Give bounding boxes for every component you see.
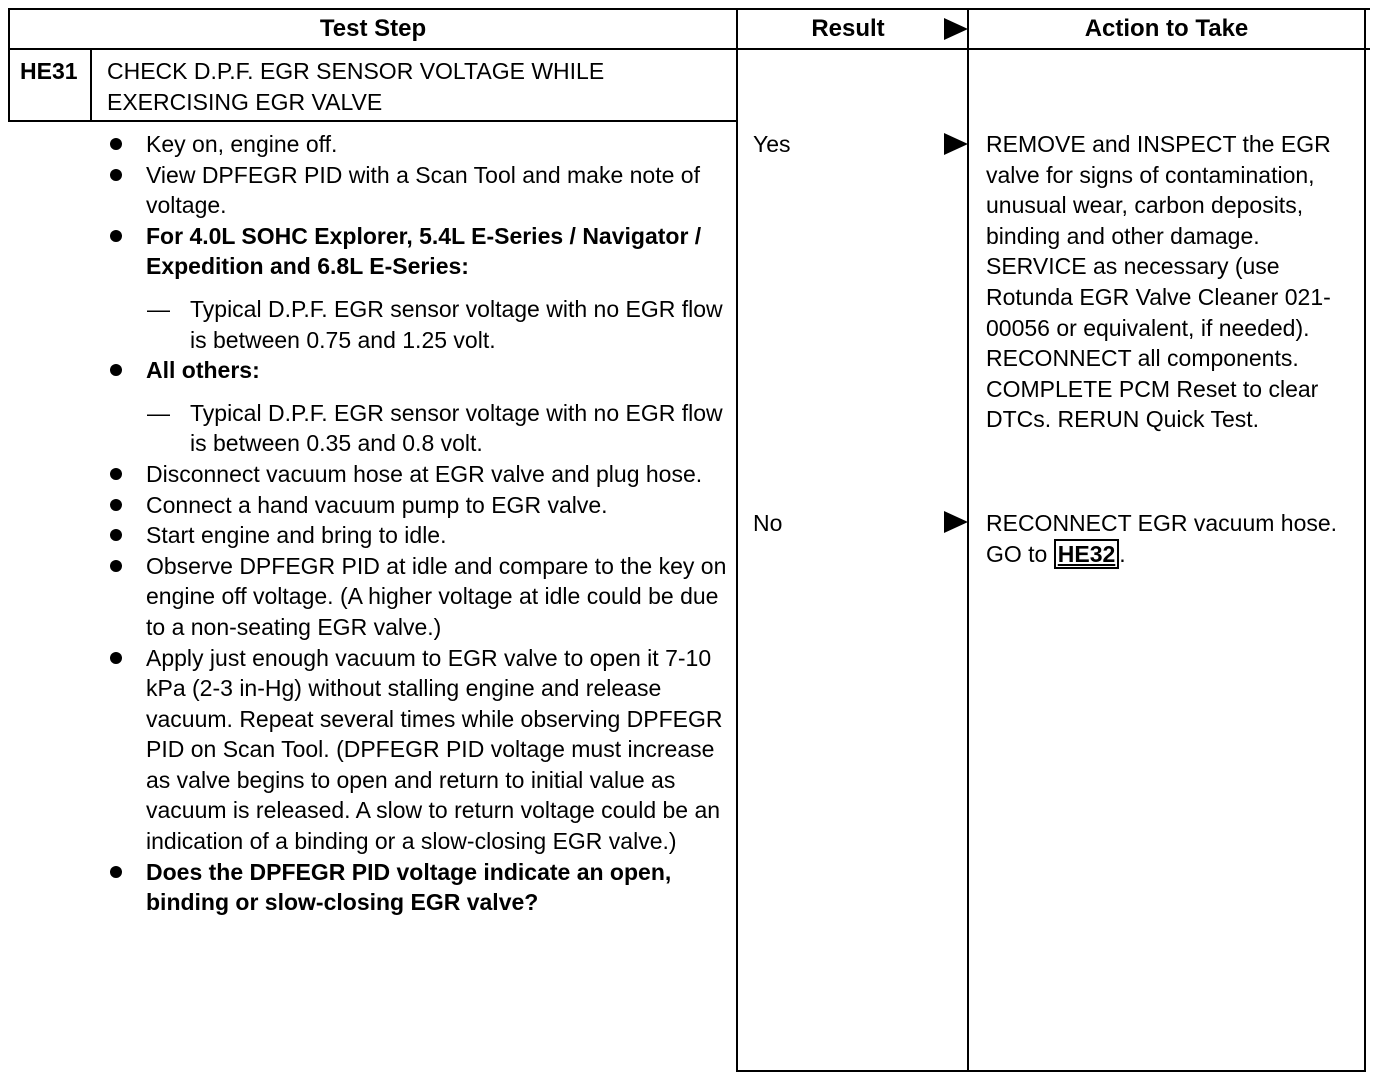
action-no: RECONNECT EGR vacuum hose. GO to HE32 . — [986, 510, 1338, 567]
bullet-icon — [110, 230, 122, 242]
list-item: Key on, engine off. — [100, 129, 730, 160]
list-item: Connect a hand vacuum pump to EGR valve. — [100, 490, 730, 521]
dash-icon: — — [147, 399, 170, 426]
header-result: Result — [811, 15, 885, 42]
step-id: HE31 — [20, 58, 78, 84]
step-id-divider — [90, 48, 92, 122]
bullet-icon — [110, 499, 122, 511]
header-bottom-rule — [8, 48, 1370, 50]
table-right-border — [1364, 8, 1366, 1072]
bullet-icon — [110, 560, 122, 572]
list-subitem: — Typical D.P.F. EGR sensor voltage with no EGR flow is between 0.75 and 1.25 volt. — [147, 295, 723, 353]
bullet-icon — [110, 169, 122, 181]
header-test-step: Test Step — [319, 15, 427, 42]
column-divider-test-step — [736, 8, 738, 1072]
bullet-icon — [110, 529, 122, 541]
list-item: Start engine and bring to idle. — [100, 520, 730, 551]
step-reference-link[interactable]: HE32 — [1054, 539, 1120, 569]
header-action: Action to Take — [1084, 15, 1249, 42]
step-title — [107, 56, 604, 118]
list-item: For 4.0L SOHC Explorer, 5.4L E-Series / Navigator / Expedition and 6.8L E-Series: — [100, 221, 730, 282]
bullet-icon — [110, 138, 122, 150]
result-yes: Yes — [753, 131, 791, 157]
list-item: All others: — [100, 355, 730, 386]
list-item: View DPFEGR PID with a Scan Tool and make note of voltage. — [100, 160, 730, 221]
step-title-line1: CHECK D.P.F. EGR SENSOR VOLTAGE WHILE — [107, 58, 605, 84]
list-subitem: — Typical D.P.F. EGR sensor voltage with no EGR flow is between 0.35 and 0.8 volt. — [147, 399, 723, 457]
dash-icon: — — [147, 295, 170, 322]
header-arrow-icon — [944, 18, 968, 40]
column-divider-result — [967, 8, 969, 1072]
list-item: Does the DPFEGR PID voltage indicate an open, binding or slow-closing EGR valve? — [100, 857, 730, 918]
step-title-bottom-rule — [8, 120, 738, 122]
procedure-list — [100, 129, 730, 918]
result-yes-arrow-icon — [944, 133, 968, 155]
bullet-icon — [110, 652, 122, 664]
step-title-line2: EXERCISING EGR VALVE — [107, 89, 383, 115]
result-no-arrow-icon — [944, 511, 968, 533]
bullet-icon — [110, 468, 122, 480]
result-no: No — [753, 510, 783, 536]
list-item: Disconnect vacuum hose at EGR valve and plug hose. — [100, 459, 730, 490]
list-item: Apply just enough vacuum to EGR valve to open it 7-10 kPa (2-3 in-Hg) without stalling engine and release vacuum. Repeat several times while observing DPFEGR PID on Scan Tool. (DPFEGR PID voltage must increase as valve begins to open and return to initial value as vacuum is released. A slow to return voltage could be an indication of a binding or a slow-closing EGR valve.) — [100, 643, 730, 857]
bullet-icon — [110, 364, 122, 376]
list-item: Observe DPFEGR PID at idle and compare to the key on engine off voltage. (A higher voltage at idle could be due to a non-seating EGR valve.) — [100, 551, 730, 643]
table-bottom-border — [736, 1070, 1366, 1072]
action-yes: REMOVE and INSPECT the EGR valve for signs of contamination, unusual wear, carbon deposits, binding and other damage. SERVICE as necessary (use Rotunda EGR Valve Cleaner 021-00056 or equivalent, if needed). RECONNECT all components. COMPLETE PCM Reset to clear DTCs. RERUN Quick Test. — [986, 131, 1331, 433]
bullet-icon — [110, 866, 122, 878]
